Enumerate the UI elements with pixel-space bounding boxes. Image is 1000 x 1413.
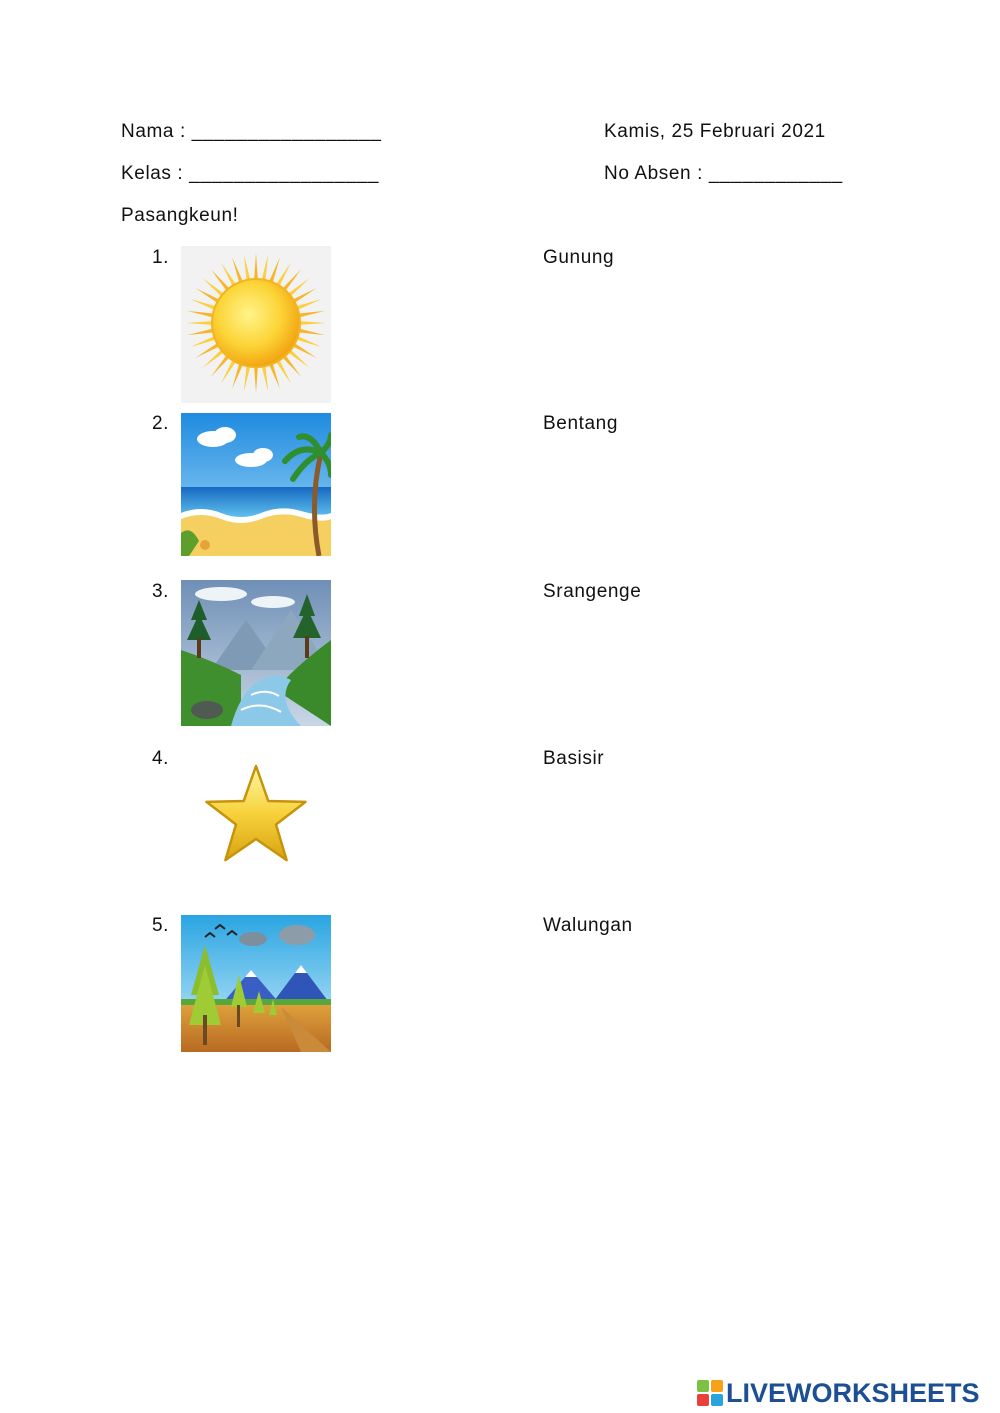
item-number: 3.: [152, 581, 170, 602]
brand-name: LIVEWORKSHEETS: [726, 1377, 980, 1408]
item-number: 2.: [152, 413, 170, 434]
match-word[interactable]: Walungan: [543, 915, 633, 936]
brand-logo-icon: [697, 1380, 723, 1406]
mountain-image[interactable]: [181, 915, 331, 1052]
class-field[interactable]: Kelas : _________________: [121, 163, 380, 184]
name-field[interactable]: Nama : _________________: [121, 121, 382, 142]
item-number: 5.: [152, 915, 170, 936]
date-text: Kamis, 25 Februari 2021: [604, 121, 826, 142]
river-image[interactable]: [181, 580, 331, 726]
brand-logo: [697, 1377, 980, 1408]
match-word[interactable]: Bentang: [543, 413, 618, 434]
instruction-text: Pasangkeun!: [121, 205, 239, 226]
item-number: 4.: [152, 748, 170, 769]
item-number: 1.: [152, 247, 170, 268]
star-image[interactable]: [181, 750, 331, 880]
match-word[interactable]: Basisir: [543, 748, 605, 769]
match-word[interactable]: Gunung: [543, 247, 615, 268]
absen-field[interactable]: No Absen : ____________: [604, 163, 843, 184]
sun-image[interactable]: [181, 246, 331, 403]
beach-image[interactable]: [181, 413, 331, 556]
match-word[interactable]: Srangenge: [543, 581, 642, 602]
